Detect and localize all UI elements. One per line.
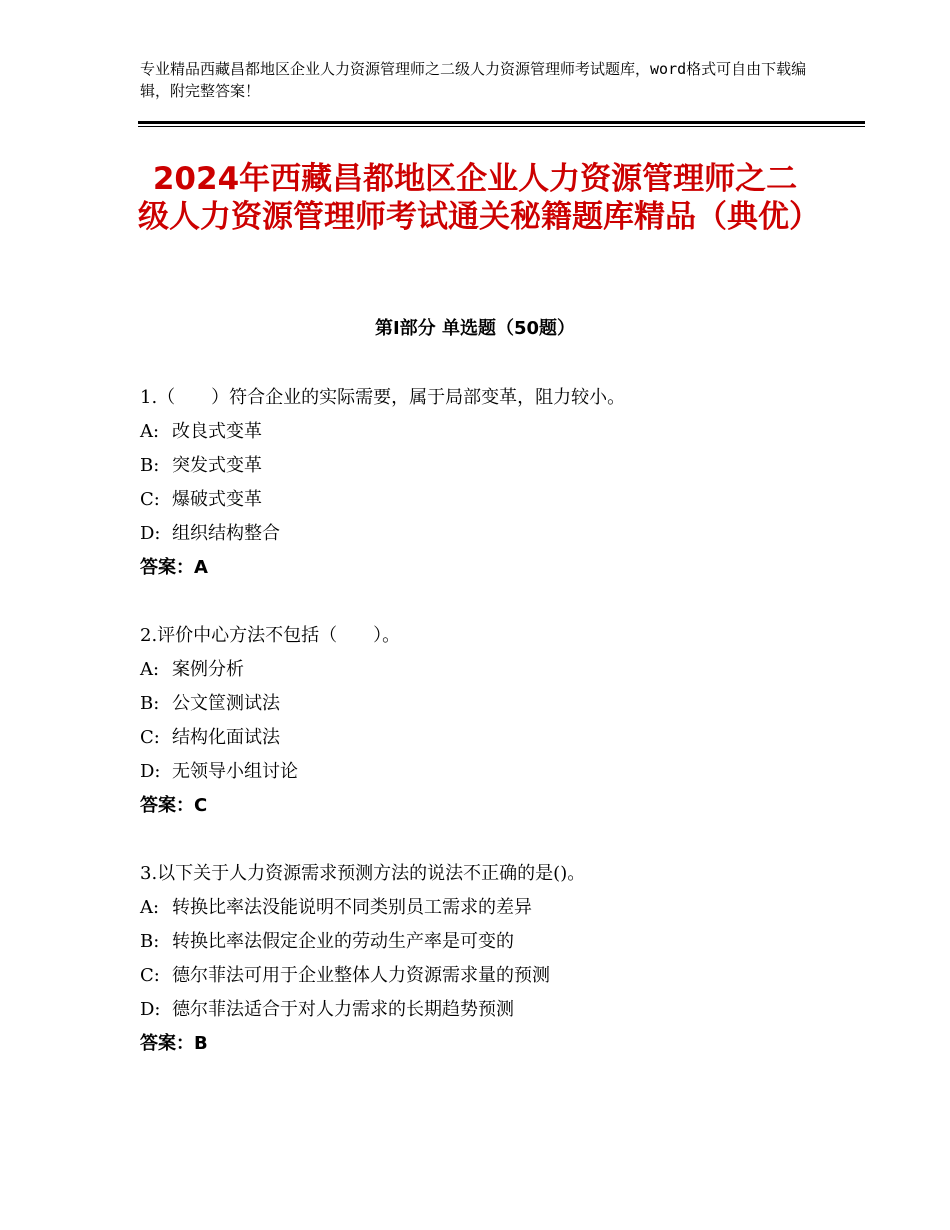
option-letter: B: xyxy=(140,455,160,476)
option-c xyxy=(140,486,840,520)
option-letter: B: xyxy=(140,931,160,952)
document-title: 2024年西藏昌都地区企业人力资源管理师之二级人力资源管理师考试通关秘籍题库精品（典优） xyxy=(138,161,820,235)
header-rule-thick xyxy=(138,121,865,124)
option-letter: D: xyxy=(140,999,161,1020)
question-stem: 1.（ ）符合企业的实际需要，属于局部变革，阻力较小。 xyxy=(140,387,626,408)
header-note: 专业精品西藏昌都地区企业人力资源管理师之二级人力资源管理师考试题库，word格式可自由下载编辑，附完整答案！ xyxy=(140,60,807,100)
option-text: 突发式变革 xyxy=(172,455,262,476)
option-letter: A: xyxy=(140,421,160,442)
option-letter: D: xyxy=(140,523,161,544)
option-text: 德尔菲法适合于对人力需求的长期趋势预测 xyxy=(172,999,514,1020)
option-d xyxy=(140,520,840,554)
option-letter: A: xyxy=(140,897,160,918)
section-title: 第Ⅰ部分 单选题（50题） xyxy=(374,318,575,339)
option-text: 转换比率法没能说明不同类别员工需求的差异 xyxy=(172,897,532,918)
option-letter: D: xyxy=(140,761,161,782)
option-a xyxy=(140,656,840,690)
answer: 答案：B xyxy=(140,1033,208,1054)
question-1 xyxy=(140,384,840,588)
option-letter: C: xyxy=(140,965,160,986)
option-text: 组织结构整合 xyxy=(172,523,280,544)
option-a xyxy=(140,894,840,928)
option-text: 公文筐测试法 xyxy=(172,693,280,714)
option-text: 结构化面试法 xyxy=(172,727,280,748)
answer: 答案：A xyxy=(140,557,208,578)
option-letter: C: xyxy=(140,489,160,510)
option-letter: A: xyxy=(140,659,160,680)
option-letter: C: xyxy=(140,727,160,748)
option-text: 爆破式变革 xyxy=(172,489,262,510)
option-b xyxy=(140,452,840,486)
header-rule-thin xyxy=(138,126,865,127)
question-stem: 2.评价中心方法不包括（ ）。 xyxy=(140,625,401,646)
option-text: 转换比率法假定企业的劳动生产率是可变的 xyxy=(172,931,514,952)
option-text: 案例分析 xyxy=(172,659,244,680)
question-2 xyxy=(140,622,840,826)
question-stem: 3.以下关于人力资源需求预测方法的说法不正确的是()。 xyxy=(140,863,586,884)
option-text: 德尔菲法可用于企业整体人力资源需求量的预测 xyxy=(172,965,550,986)
option-text: 无领导小组讨论 xyxy=(172,761,298,782)
question-3 xyxy=(140,860,840,1064)
option-b xyxy=(140,928,840,962)
option-d xyxy=(140,758,840,792)
option-d xyxy=(140,996,840,1030)
answer: 答案：C xyxy=(140,795,208,816)
option-b xyxy=(140,690,840,724)
option-a xyxy=(140,418,840,452)
option-letter: B: xyxy=(140,693,160,714)
option-c xyxy=(140,962,840,996)
option-c xyxy=(140,724,840,758)
option-text: 改良式变革 xyxy=(172,421,262,442)
